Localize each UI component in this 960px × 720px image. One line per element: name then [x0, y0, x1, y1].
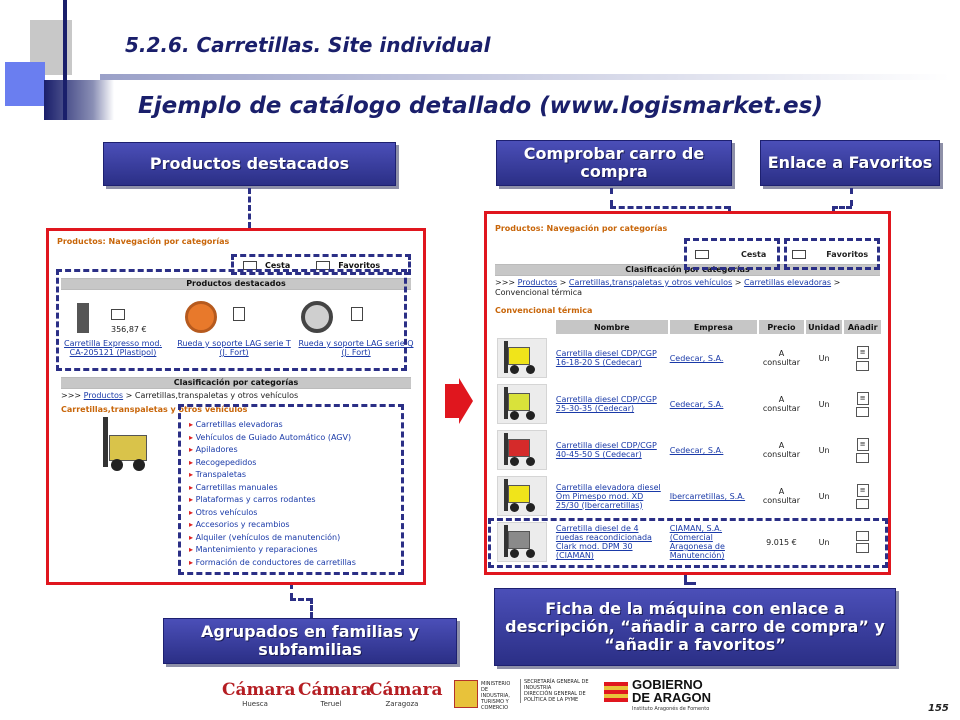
- decorative-bar: [44, 80, 114, 120]
- forklift-image: [497, 338, 547, 378]
- subcategory-label[interactable]: Otros vehículos: [195, 507, 258, 517]
- breadcrumb-link[interactable]: Productos: [517, 278, 558, 287]
- featured-link[interactable]: Carretilla Expresso mod. CA-205121 (Plastipol): [64, 339, 162, 357]
- price: A consultar: [762, 487, 800, 505]
- connector: [850, 188, 853, 206]
- featured-link[interactable]: Rueda y soporte LAG serie T (J. Fort): [177, 339, 291, 357]
- breadcrumb: [61, 391, 298, 400]
- logo-sub: Teruel: [320, 700, 342, 708]
- product-name-link[interactable]: Carretilla diesel de 4 ruedas reacondicionada Clark mod. DPM 30 (CIAMAN): [555, 524, 652, 560]
- subcategory-label[interactable]: Mantenimiento y reparaciones: [195, 545, 318, 554]
- unit-cell: [806, 474, 843, 518]
- table-header: Añadir: [844, 320, 881, 334]
- secretaria-text: [520, 679, 590, 703]
- wheel-shape: [526, 365, 535, 374]
- red-arrow-shaft: [445, 384, 459, 418]
- subcategory-label[interactable]: Plataformas y carros rodantes: [195, 495, 316, 504]
- slide-title: Ejemplo de catálogo detallado (www.logismarket.es): [138, 93, 823, 119]
- price: A consultar: [762, 395, 800, 413]
- subcategory-label[interactable]: Apiladores: [195, 445, 238, 454]
- add-to-favorites-icon[interactable]: [856, 453, 869, 463]
- company-link[interactable]: Cedecar, S.A.: [669, 353, 724, 363]
- unit: Un: [818, 445, 830, 455]
- product-name-link[interactable]: Carretilla diesel CDP/CGP 25-30-35 (Cedecar): [555, 395, 657, 413]
- category-image: [99, 417, 159, 473]
- product-name-link-cell: [556, 382, 668, 426]
- featured-bar: Productos destacados: [61, 278, 411, 290]
- add-actions: [844, 438, 881, 463]
- unit: Un: [818, 491, 830, 501]
- product-name-link-cell: [556, 428, 668, 472]
- bullet-icon: ▸: [189, 445, 196, 454]
- decorative-line: [63, 0, 67, 120]
- table-header-row: [497, 320, 881, 334]
- unit-cell: [806, 336, 843, 380]
- logo-text: Cámara: [298, 680, 372, 700]
- subcategory-label[interactable]: Transpaletas: [195, 470, 247, 479]
- unit: Un: [818, 537, 830, 547]
- red-arrow-icon: [459, 378, 473, 424]
- description-icon[interactable]: ≡: [857, 438, 869, 451]
- add-cell: [844, 428, 881, 472]
- gobierno-aragon-logo: GOBIERNO DE ARAGON: [632, 677, 711, 705]
- section-title: Convencional térmica: [495, 306, 593, 315]
- subcategory-label[interactable]: Carretillas manuales: [195, 482, 278, 492]
- camara-zaragoza-logo: [369, 680, 443, 708]
- page-number: 155: [928, 703, 949, 714]
- subcategory-label[interactable]: Accesorios y recambios: [195, 520, 290, 529]
- subcategory-label[interactable]: Carretillas elevadoras: [195, 420, 283, 429]
- mast-shape: [103, 417, 108, 467]
- highlight-product-row: [488, 518, 888, 568]
- highlight-cart: [684, 238, 780, 270]
- product-name-link[interactable]: Carretilla diesel CDP/CGP 40-45-50 S (Cedecar): [555, 441, 657, 459]
- subcategory-label[interactable]: Formación de conductores de carretillas: [195, 557, 356, 567]
- table-header: Precio: [759, 320, 804, 334]
- unit-cell: [806, 428, 843, 472]
- unit: Un: [818, 353, 830, 363]
- breadcrumb-prefix: >>>: [61, 391, 84, 400]
- wheel-shape: [133, 459, 145, 471]
- product-thumbnail-cell: [497, 336, 554, 380]
- aragon-flag-icon: [604, 680, 628, 706]
- product-name-link-cell: [556, 474, 668, 518]
- company-link[interactable]: Ibercarretillas, S.A.: [669, 491, 746, 501]
- table-header: Empresa: [670, 320, 757, 334]
- spain-coat-of-arms-icon: [454, 680, 478, 708]
- table-header: Nombre: [556, 320, 668, 334]
- add-actions: [844, 484, 881, 509]
- body-shape: [508, 347, 530, 365]
- connector: [610, 188, 613, 206]
- table-header: Unidad: [806, 320, 843, 334]
- bullet-icon: ▸: [189, 432, 196, 442]
- camara-teruel-logo: [298, 680, 372, 708]
- forklift-image: [497, 384, 547, 424]
- favoritos-link[interactable]: Favoritos: [338, 261, 381, 270]
- add-cell: [844, 382, 881, 426]
- subcategory-label[interactable]: Recogepedidos: [195, 457, 257, 467]
- product-thumbnail-cell: [497, 474, 554, 518]
- body-shape: [109, 435, 147, 461]
- product-name-link-cell: [556, 336, 668, 380]
- decorative-square: [5, 62, 45, 106]
- wheel-shape: [510, 457, 519, 466]
- secretaria-line: SECRETARÍA GENERAL DE INDUSTRIA: [524, 679, 589, 691]
- company-link-cell: [670, 428, 757, 472]
- breadcrumb-prefix: >>>: [495, 278, 518, 287]
- bullet-icon: ▸: [189, 557, 196, 567]
- price-cell: [759, 382, 804, 426]
- category-title: Carretillas,transpaletas y otros vehículos: [61, 405, 248, 414]
- price-cell: [759, 474, 804, 518]
- connector: [290, 598, 312, 601]
- wheel-shape: [526, 411, 535, 420]
- add-actions: [844, 392, 881, 417]
- breadcrumb-link[interactable]: Carretillas elevadoras: [743, 278, 832, 287]
- unit-cell: [806, 382, 843, 426]
- connector: [832, 206, 852, 209]
- highlight-favorites: [784, 238, 880, 270]
- breadcrumb-sep: >: [557, 278, 569, 287]
- wheel-shape: [111, 459, 123, 471]
- breadcrumb-sep: >: [732, 278, 744, 287]
- camara-huesca-logo: [222, 680, 296, 708]
- add-to-favorites-icon[interactable]: [856, 361, 869, 371]
- product-thumbnail-cell: [497, 428, 554, 472]
- wheel-shape: [510, 411, 519, 420]
- callout-featured: Productos destacados: [103, 142, 396, 186]
- breadcrumb-rest: > Carretillas,transpaletas y otros vehículos: [123, 391, 299, 400]
- direccion-line: DIRECCIÓN GENERAL DE POLÍTICA DE LA PYME: [524, 691, 586, 703]
- connector: [248, 188, 251, 228]
- product-name-link[interactable]: Carretilla elevadora diesel Om Pimespo mod. XD 25/30 (Ibercarretillas): [555, 482, 661, 510]
- bullet-icon: ▸: [189, 495, 196, 504]
- price: A consultar: [762, 441, 800, 459]
- connector: [684, 582, 696, 585]
- body-shape: [508, 439, 530, 457]
- unit: Un: [818, 399, 830, 409]
- bullet-icon: ▸: [189, 532, 196, 542]
- classification-bar: Clasificación por categorías: [61, 377, 411, 389]
- company-link[interactable]: CIAMAN, S.A. (Comercial Aragonesa de Manutención): [669, 524, 725, 560]
- gobierno-sub: Instituto Aragonés de Fomento: [632, 706, 710, 712]
- wheel-shape: [510, 503, 519, 512]
- callout-favorites: Enlace a Favoritos: [760, 140, 940, 186]
- nav-title: Productos: Navegación por categorías: [57, 237, 230, 246]
- decorative-line: [100, 74, 950, 80]
- flag-stripe: [604, 698, 628, 702]
- breadcrumb-link[interactable]: Carretillas,transpaletas y otros vehículos: [568, 278, 733, 287]
- breadcrumb-sep: >: [831, 278, 841, 287]
- logo-text: Cámara: [222, 680, 296, 700]
- breadcrumb: [495, 278, 865, 298]
- description-icon[interactable]: ≡: [857, 392, 869, 405]
- connector: [310, 598, 313, 618]
- price: 9.015 €: [766, 537, 797, 547]
- logo-sub: Huesca: [242, 700, 268, 708]
- body-shape: [508, 485, 530, 503]
- table-row: [497, 474, 881, 518]
- table-row: [497, 336, 881, 380]
- callout-families: Agrupados en familias y subfamilias: [163, 618, 457, 664]
- company-link[interactable]: Cedecar, S.A.: [669, 445, 724, 455]
- breadcrumb-link[interactable]: Productos: [83, 391, 124, 400]
- add-to-favorites-icon[interactable]: [856, 407, 869, 417]
- bullet-icon: ▸: [189, 482, 196, 492]
- bullet-icon: ▸: [189, 470, 196, 479]
- add-cell: [844, 336, 881, 380]
- classification-bar: Clasificación por categorías: [495, 264, 880, 276]
- price-cell: [759, 428, 804, 472]
- forklift-image: [497, 430, 547, 470]
- bullet-icon: ▸: [189, 545, 196, 554]
- connector: [610, 206, 730, 209]
- price-cell: [759, 336, 804, 380]
- featured-link[interactable]: Rueda y soporte LAG serie Q (J. Fort): [298, 339, 414, 357]
- company-link[interactable]: Cedecar, S.A.: [669, 399, 724, 409]
- favoritos-link[interactable]: Favoritos: [826, 250, 869, 259]
- wheel-shape: [526, 457, 535, 466]
- highlight-featured: [56, 269, 407, 371]
- wheel-shape: [526, 503, 535, 512]
- logo-text: Cámara: [369, 680, 443, 700]
- subcategory-label[interactable]: Alquiler (vehículos de manutención): [195, 532, 341, 542]
- ministry-text: MINISTERIO DE INDUSTRIA, TURISMO Y COMERCIO: [481, 681, 511, 711]
- callout-ficha: Ficha de la máquina con enlace a descripción, “añadir a carro de compra” y “añadir a favoritos”: [494, 588, 896, 666]
- add-actions: [844, 346, 881, 371]
- subcategory-label[interactable]: Vehículos de Guiado Automático (AGV): [195, 432, 352, 442]
- body-shape: [508, 393, 530, 411]
- company-link-cell: [670, 382, 757, 426]
- table-header-image: [497, 320, 554, 334]
- wheel-shape: [510, 365, 519, 374]
- description-icon[interactable]: ≡: [857, 484, 869, 497]
- add-to-favorites-icon[interactable]: [856, 499, 869, 509]
- company-link-cell: [670, 474, 757, 518]
- price: A consultar: [762, 349, 800, 367]
- cesta-link[interactable]: Cesta: [265, 261, 291, 270]
- product-thumbnail-cell: [497, 382, 554, 426]
- bullet-icon: ▸: [189, 520, 196, 529]
- nav-title: Productos: Navegación por categorías: [495, 224, 668, 233]
- featured-price: 356,87 €: [111, 325, 147, 334]
- company-link-cell: [670, 336, 757, 380]
- section-heading: 5.2.6. Carretillas. Site individual: [125, 33, 491, 57]
- breadcrumb-current: Convencional térmica: [495, 288, 583, 297]
- product-name-link[interactable]: Carretilla diesel CDP/CGP 16-18-20 S (Cedecar): [555, 349, 657, 367]
- bullet-icon: ▸: [189, 507, 196, 517]
- cesta-link[interactable]: Cesta: [741, 250, 767, 259]
- highlight-families: [178, 404, 404, 575]
- table-row: [497, 428, 881, 472]
- callout-cart: Comprobar carro de compra: [496, 140, 732, 186]
- description-icon[interactable]: ≡: [857, 346, 869, 359]
- table-row: [497, 382, 881, 426]
- logo-sub: Zaragoza: [385, 700, 419, 708]
- add-cell: [844, 474, 881, 518]
- bullet-icon: ▸: [189, 457, 196, 467]
- forklift-image: [497, 476, 547, 516]
- bullet-icon: ▸: [189, 420, 196, 429]
